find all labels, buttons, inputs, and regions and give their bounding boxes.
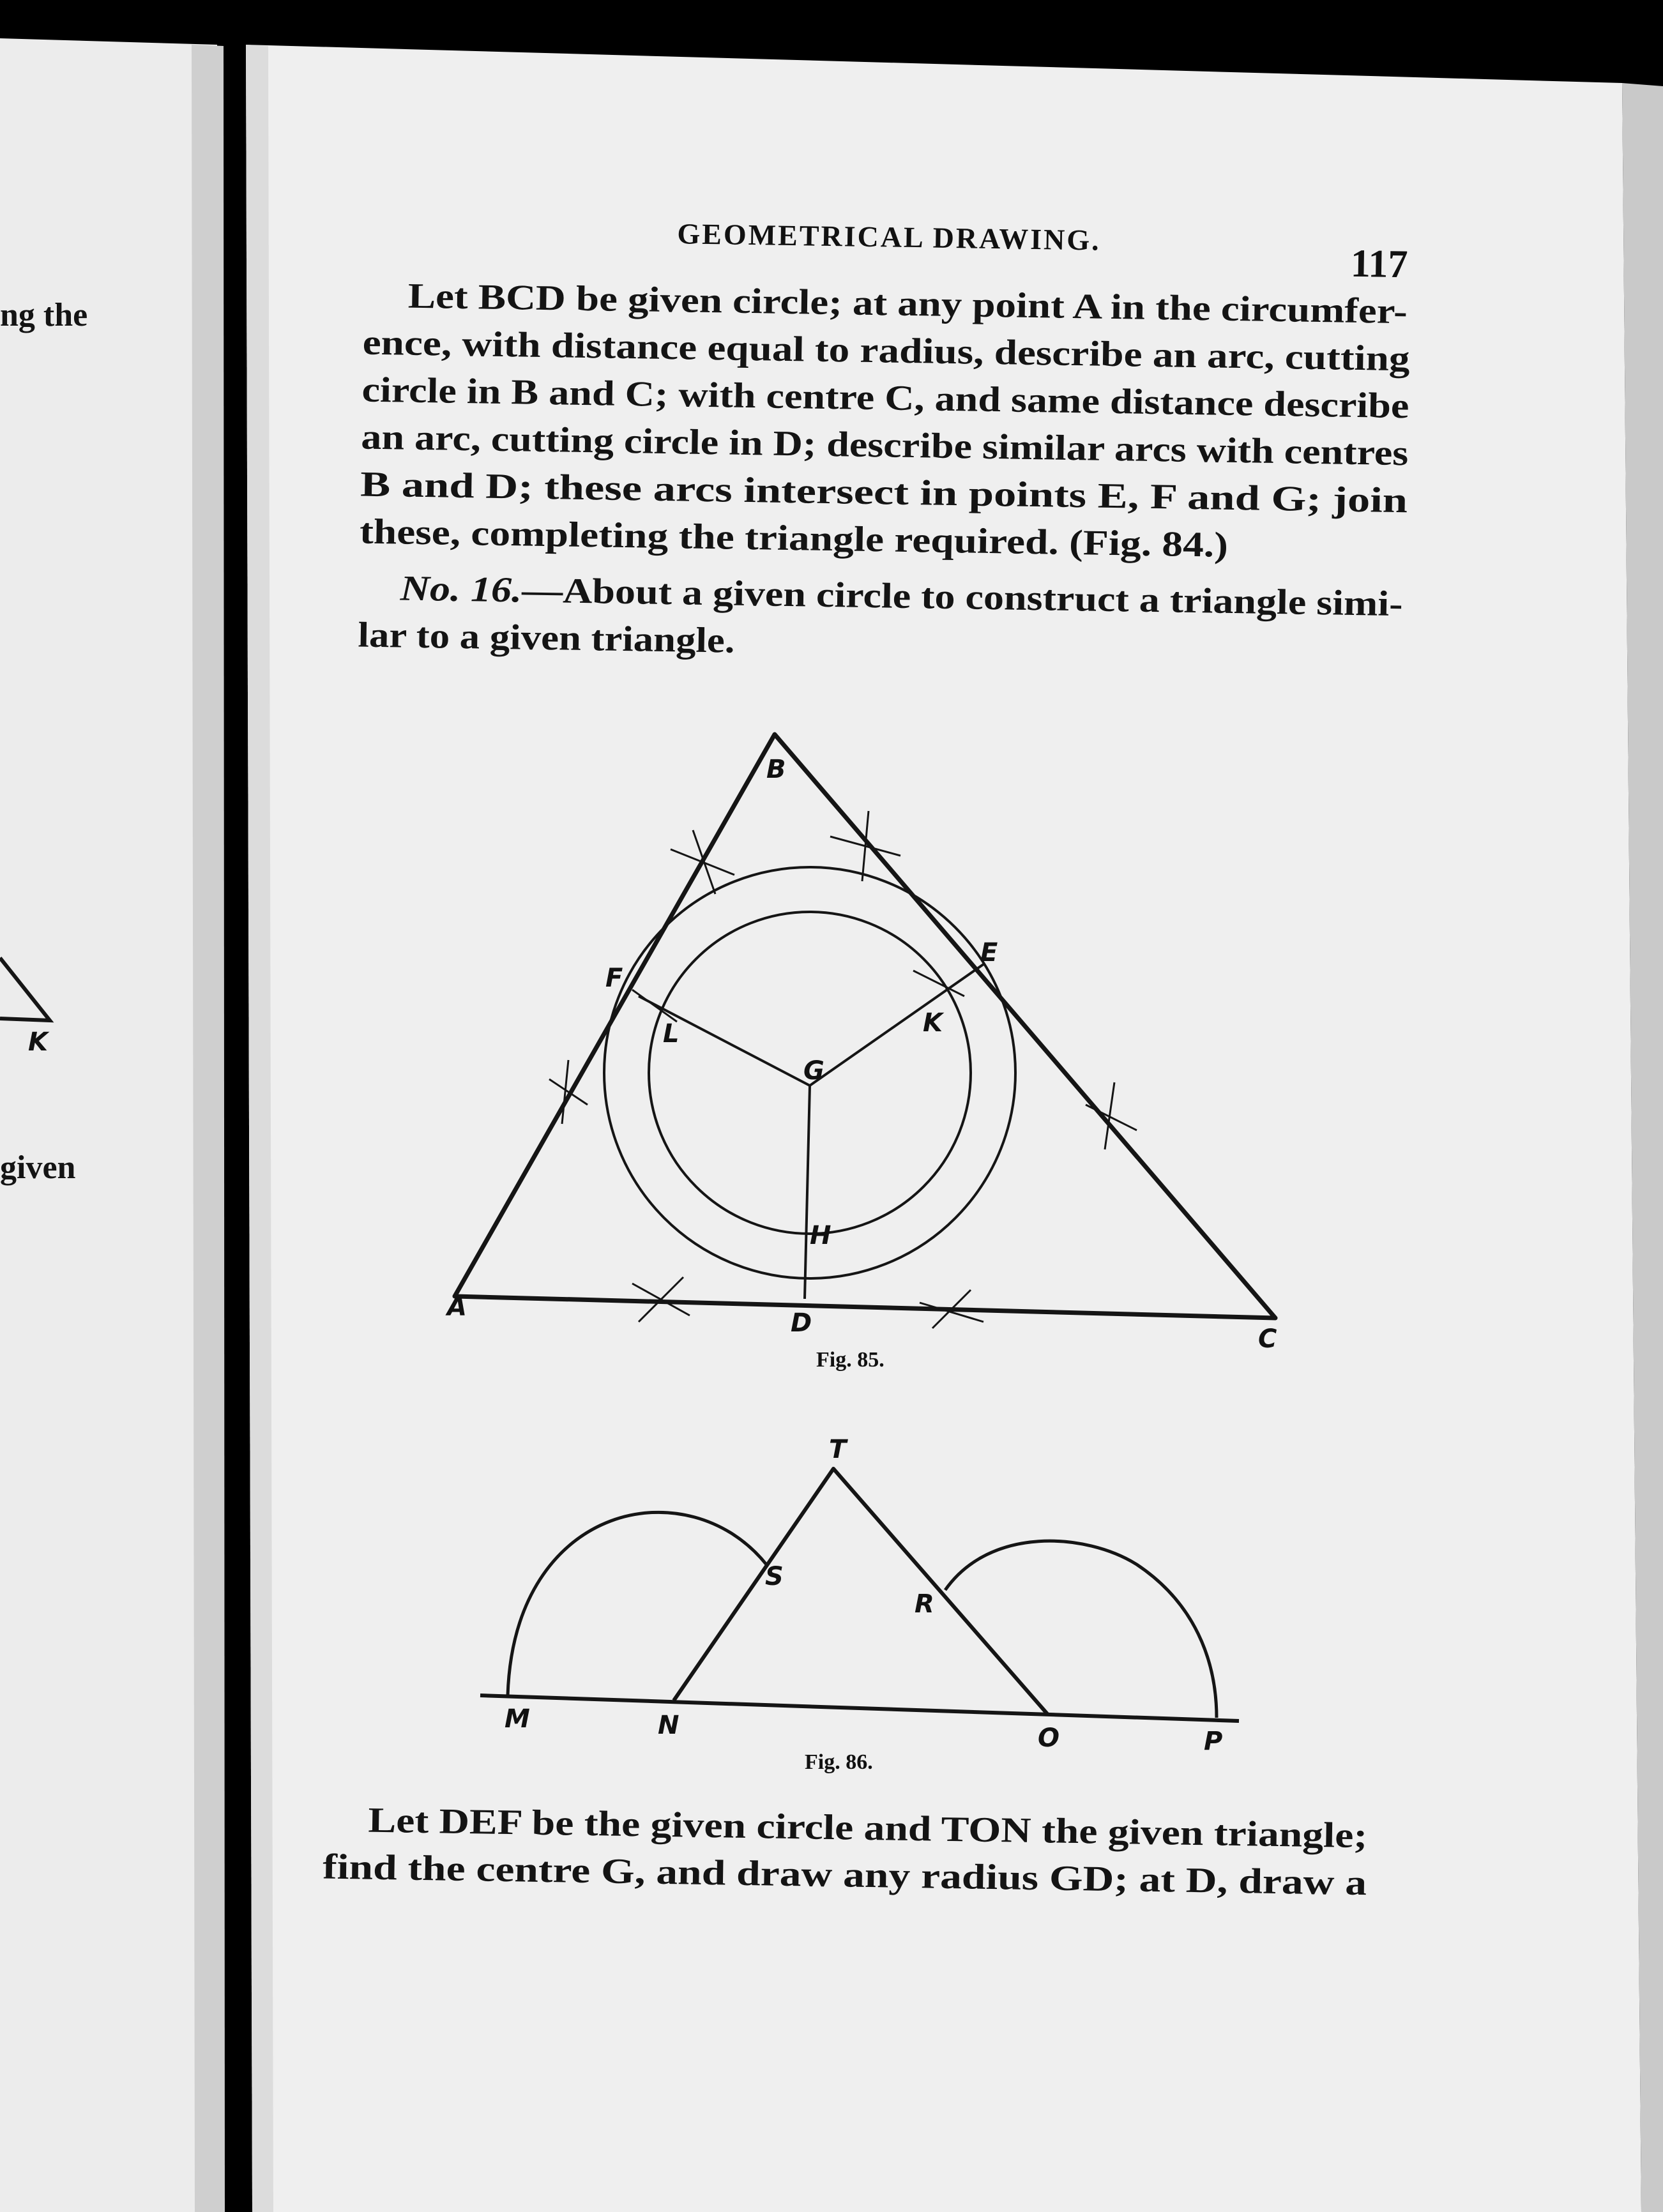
left-fragment-2: given: [0, 1149, 76, 1186]
problem-number: No. 16.: [400, 568, 507, 610]
paragraph-2-line-1: Let DEF be the given circle and TON the given triangle;: [367, 1800, 1222, 1854]
paragraph-1-line-3: circle in B and C; with centre C, and same distance describe: [361, 370, 1277, 424]
fig85-label-g: G: [803, 1056, 824, 1086]
right-page: [246, 45, 1663, 2212]
fig85-label-h: H: [810, 1221, 832, 1250]
fig85-label-f: F: [605, 964, 623, 993]
fig85-caption: Fig. 85.: [816, 1348, 885, 1372]
fig85-label-d: D: [791, 1308, 812, 1338]
fig85-label-l: L: [663, 1019, 680, 1049]
running-head: GEOMETRICAL DRAWING.: [677, 217, 1102, 257]
left-fragment-1: ng the: [0, 297, 88, 333]
paragraph-1-line-4: an arc, cutting circle in D; describe similar arcs with centres: [360, 417, 1277, 472]
fig86-label-t: T: [829, 1435, 847, 1464]
left-figure-label-k: K: [28, 1027, 48, 1057]
problem-line-2: lar to a given triangle.: [358, 615, 695, 660]
fig86-label-n: N: [658, 1711, 680, 1740]
fig85-label-b: B: [766, 755, 786, 784]
paragraph-1-line-5: B and D; these arcs intersect in points E, F and G; join: [360, 464, 1192, 517]
fig86-label-r: R: [915, 1589, 934, 1619]
fig86-label-o: O: [1038, 1723, 1060, 1753]
fig86-caption: Fig. 86.: [805, 1750, 873, 1774]
fig85-label-k: K: [923, 1008, 943, 1038]
fig85-label-a: A: [447, 1292, 467, 1322]
fig85-label-c: C: [1258, 1324, 1277, 1354]
paragraph-1-line-2: ence, with distance equal to radius, describe an arc, cutting: [362, 322, 1263, 377]
fig85-label-e: E: [980, 938, 998, 967]
paragraph-1-line-6: these, completing the triangle required. (Fig. 84.): [359, 511, 1104, 563]
fig86-label-s: S: [765, 1562, 784, 1591]
paragraph-1-line-1: Let BCD be given circle; at any point A in the circumfer-: [407, 276, 1271, 330]
fig86-label-m: M: [505, 1704, 530, 1734]
fig86-label-p: P: [1204, 1727, 1223, 1756]
left-page: [0, 38, 225, 2212]
problem-text-1: —About a given circle to construct a triangle simi-: [521, 570, 1293, 623]
page-number: 117: [1350, 241, 1409, 287]
paragraph-2-line-2: find the centre G, and draw any radius GD; at D, draw a: [322, 1847, 1189, 1900]
